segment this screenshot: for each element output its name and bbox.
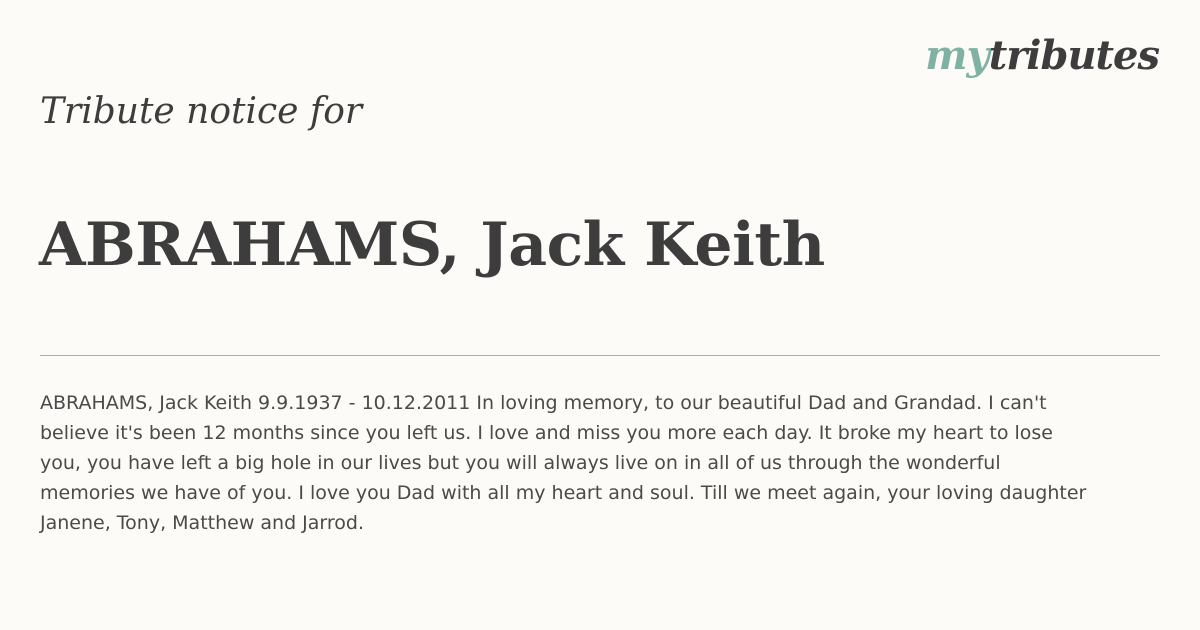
notice-line: memories we have of you. I love you Dad with all my heart and soul. Till we meet again, your loving daughter <box>40 482 1087 504</box>
mytributes-logo <box>925 32 1159 79</box>
notice-line: you, you have left a big hole in our lives but you will always live on in all of us through the wonderful <box>40 452 1001 474</box>
logo-tributes-text: tributes <box>988 32 1159 79</box>
divider <box>40 355 1160 356</box>
notice-line: ABRAHAMS, Jack Keith 9.9.1937 - 10.12.2011 In loving memory, to our beautiful Dad and Grandad. I can't <box>40 392 1047 414</box>
tribute-notice-text <box>40 388 1155 538</box>
notice-line: Janene, Tony, Matthew and Jarrod. <box>40 512 365 534</box>
notice-line: believe it's been 12 months since you left us. I love and miss you more each day. It broke my heart to lose <box>40 422 1053 444</box>
tribute-kicker: Tribute notice for <box>40 91 363 132</box>
deceased-name: ABRAHAMS, Jack Keith <box>39 210 825 280</box>
logo-my-text: my <box>925 32 989 79</box>
